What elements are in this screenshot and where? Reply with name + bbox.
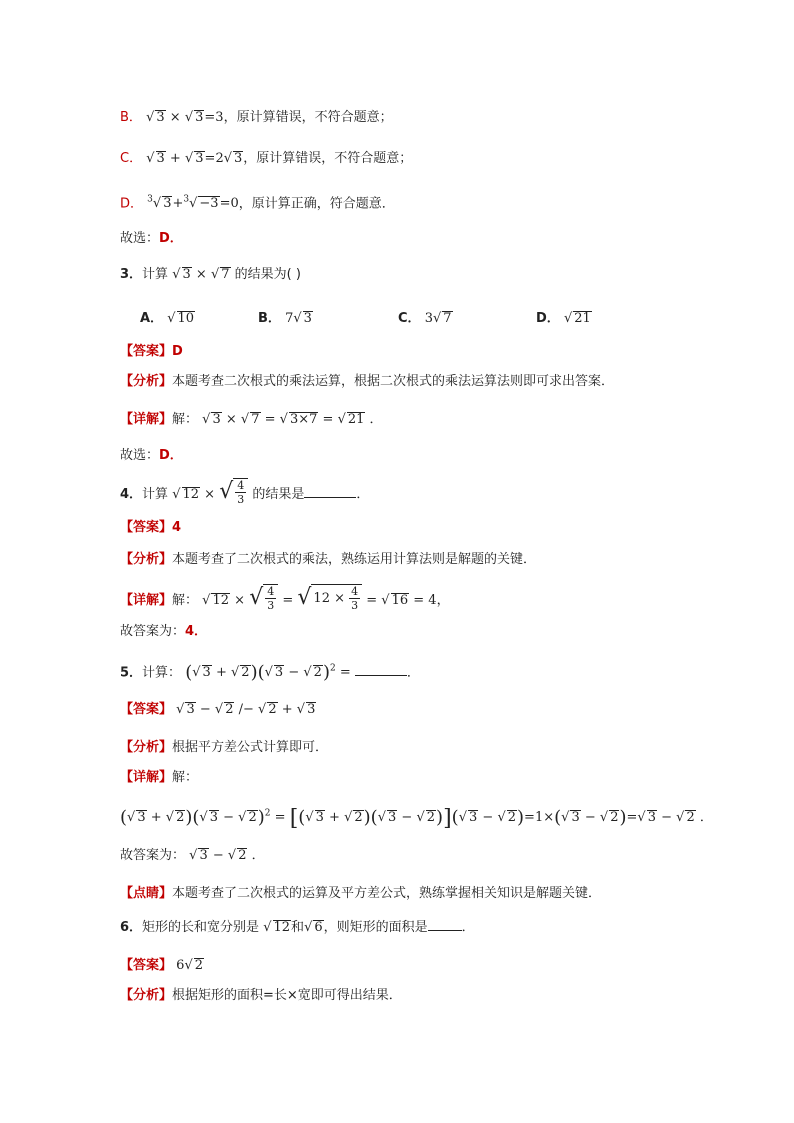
- answer-value: 4: [172, 520, 182, 535]
- answer-blank: [304, 485, 356, 498]
- option-c-explanation: [120, 149, 412, 169]
- option-b-text: ，原计算错误，不符合题意；: [223, 110, 393, 125]
- analysis-line: [120, 986, 402, 1006]
- math-expr: (√ 3 + √ 2)(√ 3 − √ 2)$^2$ = [(√ 3 + √ 2)(√ 3 − √ 2)](√ 3 − √ 2)=1×(√ 3 − √ 2)=√ 3 − √ 2 ．: [120, 806, 713, 832]
- final-prefix: 故答案为：: [120, 848, 186, 863]
- analysis-text: 根据平方差公式计算即可．: [172, 740, 329, 755]
- answer-value: D: [172, 344, 183, 359]
- math-expr: √ 6: [304, 920, 323, 935]
- question-6: [120, 918, 475, 938]
- analysis-tag: 【分析】: [120, 552, 173, 567]
- choice-line: [120, 229, 183, 249]
- answer-line: [120, 518, 181, 538]
- detail-text: 解：: [172, 770, 199, 785]
- detail-tag: 【详解】: [120, 412, 173, 427]
- answer-line: [120, 342, 183, 362]
- final-answer-line: [120, 846, 265, 866]
- final-answer: 4．: [185, 624, 208, 639]
- question-number: 5．: [120, 665, 143, 681]
- answer-line: [120, 700, 316, 720]
- question-number: 3．: [120, 267, 143, 282]
- answer-math: √ 3 − √ 2 /− √ 2 + √ 3: [176, 702, 316, 717]
- question-5: [120, 659, 420, 683]
- math-expr: √ 12: [263, 920, 291, 935]
- analysis-tag: 【分析】: [120, 374, 173, 389]
- question-text: 矩形的长和宽分别是: [142, 920, 260, 935]
- choice-prefix: 故选：: [120, 448, 160, 463]
- math-expr: √ 3 × √ 3=3: [146, 110, 224, 125]
- math-expr: √ 12 × √ $\frac{4}{3}$ = √ 12 × $\frac{4}{3}$ = √ 16 = 4: [202, 585, 437, 612]
- detail-tag: 【详解】: [120, 593, 173, 608]
- option-d-text: ，原计算正确，符合题意．: [238, 196, 395, 212]
- option-label: C．: [398, 311, 421, 326]
- option-b-explanation: [120, 108, 393, 128]
- note-line: [120, 884, 601, 904]
- option-c: C． 3√ 7: [398, 311, 452, 326]
- final-prefix: 故答案为：: [120, 624, 186, 639]
- question-text: ，则矩形的面积是: [323, 920, 428, 935]
- question-3: [120, 265, 301, 285]
- choice-line: [120, 446, 183, 466]
- question-text: 和: [291, 920, 305, 935]
- detail-tag: 【详解】: [120, 770, 173, 785]
- note-text: 本题考查了二次根式的运算及平方差公式，熟练掌握相关知识是解题关键．: [172, 886, 602, 901]
- option-a: A． √ 10: [140, 311, 195, 326]
- analysis-text: 本题考查二次根式的乘法运算，根据二次根式的乘法运算法则即可求出答案．: [172, 374, 615, 389]
- option-d-label: D．: [120, 196, 144, 212]
- choice-prefix: 故选：: [120, 231, 160, 246]
- question-text: 计算: [142, 267, 169, 282]
- answer-line: [120, 956, 204, 976]
- math-expr: $^3$√ 3+$^3$√ −3=0: [147, 195, 239, 212]
- analysis-line: [120, 550, 536, 570]
- analysis-line: [120, 738, 328, 758]
- question-number: 6．: [120, 920, 143, 935]
- answer-tag: 【答案】: [120, 520, 173, 535]
- note-tag: 【点睛】: [120, 886, 173, 901]
- option-label: B．: [258, 311, 281, 326]
- final-answer-line: [120, 622, 207, 642]
- option-label: A．: [140, 311, 164, 326]
- choice-answer: D．: [159, 448, 183, 463]
- detail-text: 解：: [172, 412, 199, 427]
- punctuation: ．: [461, 920, 475, 935]
- detail-line: [120, 410, 383, 430]
- math-expr: √ 12 × √ $\frac{4}{3}$: [172, 487, 248, 502]
- answer-tag: 【答案】: [120, 702, 173, 717]
- option-label: D．: [536, 311, 560, 326]
- math-expr: (√ 3 + √ 2)(√ 3 − √ 2)$^2$ =: [185, 662, 355, 684]
- analysis-line: [120, 372, 614, 392]
- option-d-explanation: [120, 190, 395, 214]
- analysis-text: 根据矩形的面积=长×宽即可得出结果．: [172, 988, 402, 1003]
- detail-line: [120, 768, 198, 788]
- answer-blank: [355, 663, 407, 676]
- question-text: 计算: [142, 487, 169, 502]
- answer-tag: 【答案】: [120, 344, 173, 359]
- analysis-tag: 【分析】: [120, 740, 173, 755]
- choice-answer: D．: [159, 231, 183, 246]
- option-d: D． √ 21: [536, 311, 591, 326]
- question-text: 计算：: [142, 665, 182, 681]
- punctuation: ，: [436, 593, 450, 608]
- option-c-text: ，原计算错误，不符合题意；: [243, 151, 413, 166]
- answer-math: 6√ 2: [176, 958, 204, 973]
- detail-text: 解：: [172, 593, 199, 608]
- answer-tag: 【答案】: [120, 958, 173, 973]
- option-b-label: B．: [120, 110, 142, 125]
- question-number: 4．: [120, 487, 143, 502]
- punctuation: ．: [356, 487, 370, 502]
- final-math: √ 3 − √ 2 ．: [189, 848, 265, 863]
- question-text: 的结果是: [252, 487, 305, 502]
- math-expr: √ 3 × √ 7 = √ 3×7 = √ 21 ．: [202, 412, 383, 427]
- punctuation: ．: [406, 665, 420, 681]
- option-b: B． 7√ 3: [258, 311, 312, 326]
- question-text: 的结果为( ): [234, 267, 301, 282]
- math-expr: √ 3 × √ 7: [172, 267, 230, 282]
- analysis-text: 本题考查了二次根式的乘法，熟练运用计算法则是解题的关键．: [172, 552, 537, 567]
- analysis-tag: 【分析】: [120, 988, 173, 1003]
- option-c-label: C．: [120, 151, 143, 166]
- question-4: [120, 478, 369, 506]
- math-expr: √ 3 + √ 3=2√ 3: [146, 151, 243, 166]
- detail-line: [120, 584, 450, 612]
- answer-blank: [428, 918, 462, 931]
- detail-math-line: [120, 804, 713, 832]
